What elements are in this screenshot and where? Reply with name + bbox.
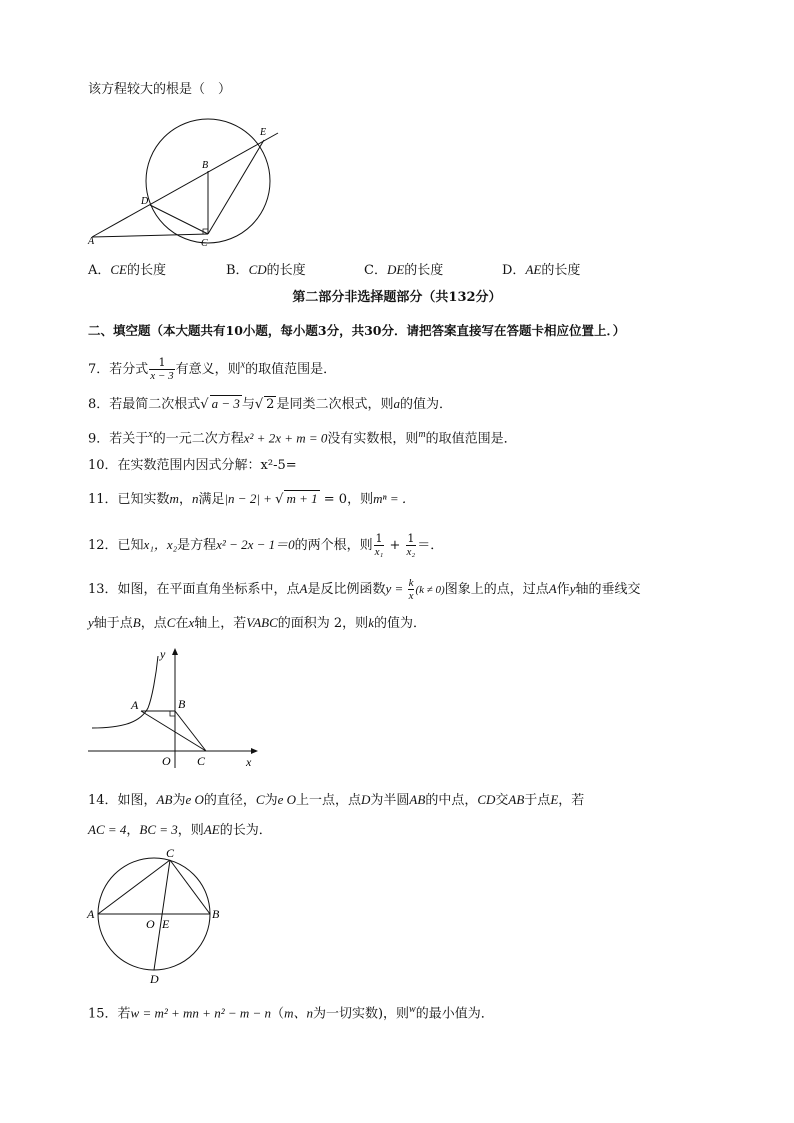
q14-seg-cd — [154, 860, 170, 970]
q11: 11．已知实数m，n满足|n − 2| + √ m + 1 = 0，则mⁿ = ． — [88, 491, 415, 507]
q13-seg-bc — [175, 711, 206, 751]
section2-title: 二、填空题（本大题共有10小题，每小题3分，共30分．请把答案直接写在答题卡相应位置上．） — [88, 323, 626, 338]
q6-label-d: D — [141, 196, 149, 207]
q14-line1: 14．如图，AB为e O的直径，C为e O上一点，点D为半圆AB的中点，CD交AB于点E，若 — [88, 792, 585, 808]
q8: 8．若最简二次根式√ a − 3 与√ 2 是同类二次根式，则a的值为． — [88, 396, 452, 412]
q15: 15．若w = m² + mn + n² − m − n（m、n为一切实数)，则$^w$的最小值为． — [88, 1004, 494, 1022]
q13-label-b: B — [178, 697, 186, 711]
q13-label-o: O — [162, 754, 171, 768]
q6-figure — [80, 118, 290, 250]
q14-label-c: C — [166, 846, 175, 860]
q6-line-ec — [208, 140, 264, 234]
q13-seg-ac — [141, 711, 206, 751]
q6-label-e: E — [260, 127, 267, 138]
q7: 7．若分式 $\frac{1}{x - 3}$ 有意义，则$^x$的取值范围是． — [88, 356, 337, 382]
q6-line-dc — [150, 205, 208, 234]
q14-label-b: B — [212, 907, 220, 921]
q7-fraction: $\frac{1}{x - 3}$ — [150, 356, 174, 382]
q12: 12．已知x₁，x₂是方程x² − 2x − 1＝0的两个根，则 $\frac{1}{\text{x₁}}$ + $\frac{1}{\text{x₂}}$ ＝． — [88, 532, 444, 558]
q13-label-x: x — [246, 755, 252, 769]
q14-line2: AC = 4，BC = 3，则AE的长为． — [88, 822, 272, 838]
q14-label-d: D — [150, 972, 159, 986]
q9: 9．若关于$^x$的一元二次方程x² + 2x + m = 0没有实数根，则$^m$的取值范围是． — [88, 429, 517, 447]
q6-option-c[interactable]: C．DE的长度 — [364, 262, 444, 278]
q6-label-b: B — [202, 160, 209, 171]
q14-label-a: A — [87, 907, 95, 921]
q13-line2: y轴于点B，点C在x轴上，若VABC的面积为 2，则k的值为． — [88, 615, 426, 631]
q6-stem: 该方程较大的根是（ ） — [88, 82, 232, 97]
q13-label-c: C — [197, 754, 206, 768]
q6-option-d[interactable]: D．AE的长度 — [502, 262, 581, 278]
q10: 10．在实数范围内因式分解：x²-5= — [88, 458, 297, 473]
q6-line-ae — [92, 133, 278, 237]
q13-figure — [86, 646, 266, 770]
q13-label-y: y — [160, 647, 166, 661]
q14-label-e: E — [162, 917, 170, 931]
q6-line-ac — [92, 234, 208, 237]
q14-seg-bc — [170, 860, 210, 914]
q13-hyperbola — [92, 656, 158, 728]
q14-seg-ac — [98, 860, 170, 914]
part2-title: 第二部分非选择题部分（共132分） — [292, 290, 502, 305]
q13-right-angle — [170, 711, 175, 716]
q14-figure — [84, 846, 234, 986]
q6-option-b[interactable]: B．CD的长度 — [226, 262, 306, 278]
q6-label-a: A — [88, 236, 95, 247]
q13-y-arrow — [172, 648, 178, 655]
q13-label-a: A — [131, 698, 139, 712]
q13-x-arrow — [251, 748, 258, 754]
q6-label-c: C — [201, 238, 208, 249]
q13-line1: 13．如图，在平面直角坐标系中，点A是反比例函数y = $\frac{k}{x}$ (k ≠ 0)图象上的点，过点A作y轴的垂线交 — [88, 577, 641, 602]
q6-option-a[interactable]: A．CE的长度 — [88, 262, 167, 278]
q14-label-o: O — [146, 917, 155, 931]
